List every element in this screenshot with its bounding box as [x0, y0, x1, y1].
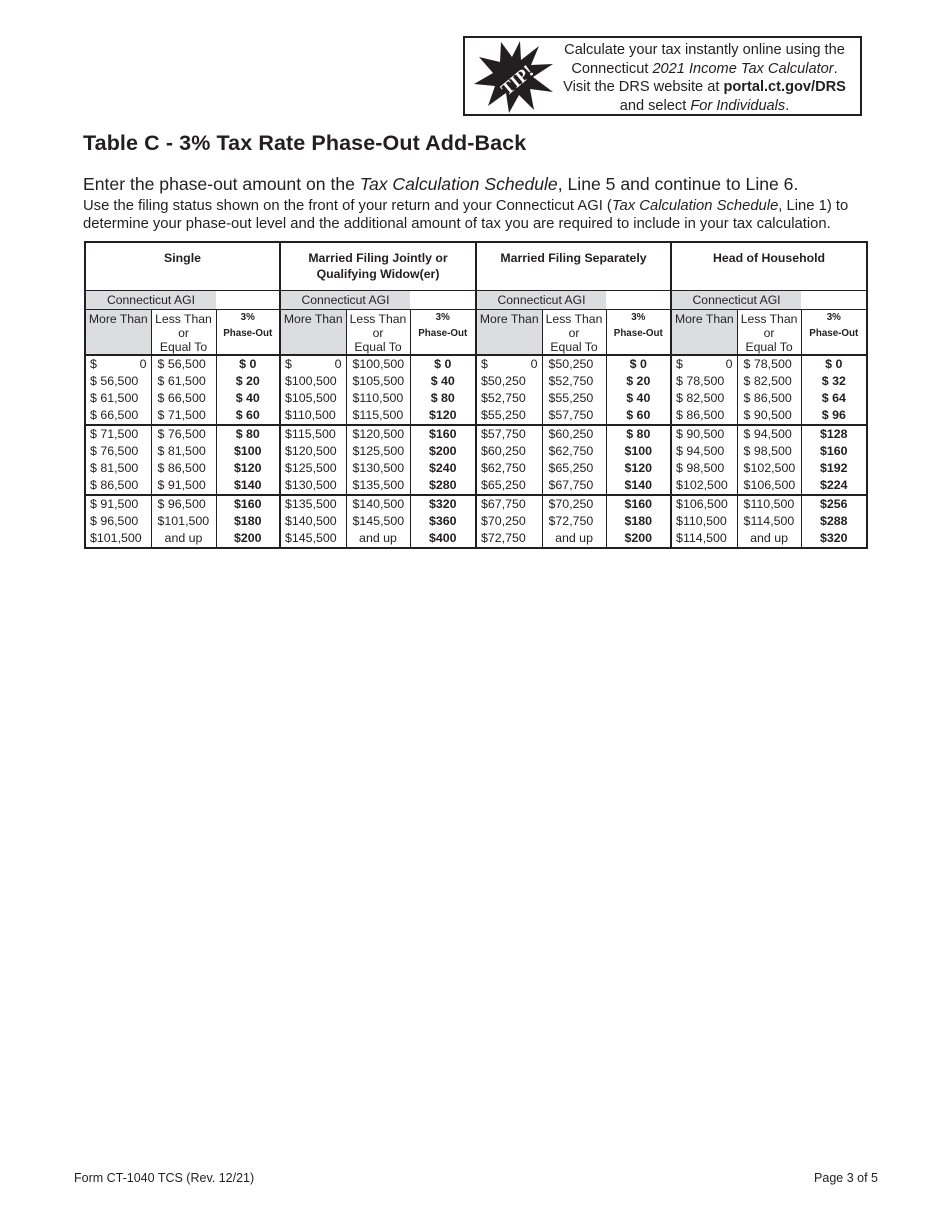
more-than-amount: $106,500: [676, 497, 728, 511]
phase-out-amount: $320: [410, 495, 476, 513]
phase-out-header: [216, 310, 280, 356]
phase-out-header-line: Phase-Out: [809, 328, 859, 339]
less-than-header-line: or: [568, 326, 580, 340]
more-than-value: [85, 495, 151, 513]
more-than-amount: $145,500: [285, 531, 337, 545]
phase-out-amount: $128: [801, 425, 867, 443]
more-than-value: [85, 373, 151, 390]
more-than-amount: $ 90,500: [676, 427, 725, 441]
phase-out-amount: $280: [410, 477, 476, 495]
more-than-amount: $114,500: [676, 531, 727, 545]
phase-out-amount: $240: [410, 460, 476, 477]
zero-amount: [481, 356, 538, 373]
filing-status-header: [85, 242, 280, 291]
more-than-value: [671, 477, 737, 495]
less-than-value: $102,500: [737, 460, 801, 477]
phase-out-amount: $ 0: [216, 355, 280, 373]
more-than-value: [476, 495, 542, 513]
filing-status-label: Married Filing Jointly or: [308, 251, 448, 265]
table-row: [85, 373, 867, 390]
more-than-amount: $50,250: [481, 374, 526, 388]
phase-out-amount: $120: [606, 460, 671, 477]
more-than-value: [85, 460, 151, 477]
phase-out-amount: $ 20: [216, 373, 280, 390]
more-than-amount: $140,500: [285, 514, 337, 528]
more-than-value: [280, 373, 346, 390]
more-than-value: [476, 390, 542, 407]
more-than-header: More Than: [671, 310, 737, 356]
more-than-amount: $125,500: [285, 461, 337, 475]
dollar-sign: $: [481, 357, 488, 371]
more-than-value: [280, 495, 346, 513]
table-row: [85, 425, 867, 443]
more-than-value: [85, 425, 151, 443]
agi-header-blank: [410, 291, 476, 310]
tip-text: [553, 41, 856, 115]
more-than-amount: $62,750: [481, 461, 526, 475]
more-than-value: [280, 425, 346, 443]
less-than-value: $ 71,500: [151, 407, 216, 425]
more-than-amount: $ 82,500: [676, 391, 725, 405]
zero-amount: [676, 356, 733, 373]
less-than-value: $145,500: [346, 513, 410, 530]
less-than-header-line: Less Than: [740, 312, 798, 326]
more-than-amount: $120,500: [285, 444, 337, 458]
zero-amount: [285, 356, 342, 373]
less-than-value: and up: [151, 530, 216, 548]
less-than-value: and up: [346, 530, 410, 548]
more-than-amount: $ 86,500: [90, 478, 139, 492]
less-than-value: $67,750: [542, 477, 606, 495]
less-than-value: $70,250: [542, 495, 606, 513]
more-than-amount: $55,250: [481, 408, 526, 422]
phase-out-amount: $224: [801, 477, 867, 495]
more-than-value: [671, 390, 737, 407]
less-than-header-line: or: [763, 326, 775, 340]
phase-out-header-line: 3%: [435, 312, 450, 323]
less-than-value: $ 94,500: [737, 425, 801, 443]
more-than-value: [85, 530, 151, 548]
less-than-value: $52,750: [542, 373, 606, 390]
more-than-value: [476, 355, 542, 373]
more-than-amount: $ 86,500: [676, 408, 725, 422]
phase-out-amount: $180: [216, 513, 280, 530]
more-than-amount: $70,250: [481, 514, 526, 528]
less-than-header-line: Less Than: [545, 312, 603, 326]
drs-website-link[interactable]: portal.ct.gov/DRS: [723, 79, 846, 95]
more-than-amount: $ 61,500: [90, 391, 139, 405]
more-than-value: [85, 407, 151, 425]
connecticut-agi-header: Connecticut AGI: [280, 291, 410, 310]
dollar-sign: $: [676, 357, 683, 371]
dollar-sign: $: [285, 357, 292, 371]
less-than-header-line: or: [178, 326, 189, 340]
zero-amount: [90, 356, 147, 373]
tip-box: [463, 36, 862, 116]
more-than-value: [671, 460, 737, 477]
more-than-value: [476, 373, 542, 390]
phase-out-amount: $200: [606, 530, 671, 548]
phase-out-amount: $120: [410, 407, 476, 425]
more-than-amount: $ 71,500: [90, 427, 139, 441]
phase-out-header: [606, 310, 671, 356]
less-than-header-line: Equal To: [745, 340, 793, 354]
more-than-amount: $ 96,500: [90, 514, 139, 528]
instruction-lead: Enter the phase-out amount on the Tax Calculation Schedule, Line 5 and continue to Line 6.: [83, 174, 799, 194]
phase-out-amount: $140: [216, 477, 280, 495]
phase-out-amount: $400: [410, 530, 476, 548]
more-than-amount: $ 66,500: [90, 408, 139, 422]
phase-out-amount: $ 80: [410, 390, 476, 407]
phase-out-amount: $192: [801, 460, 867, 477]
less-than-value: $62,750: [542, 443, 606, 460]
phase-out-amount: $160: [410, 425, 476, 443]
less-than-value: $135,500: [346, 477, 410, 495]
tip-line-4: and select For Individuals.: [619, 97, 790, 114]
more-than-value: [280, 407, 346, 425]
connecticut-agi-header: Connecticut AGI: [476, 291, 606, 310]
phase-out-amount: $ 40: [216, 390, 280, 407]
less-than-value: $ 56,500: [151, 355, 216, 373]
zero-value: 0: [334, 357, 342, 371]
more-than-value: [476, 443, 542, 460]
more-than-value: [476, 477, 542, 495]
less-than-value: $114,500: [737, 513, 801, 530]
less-than-value: $125,500: [346, 443, 410, 460]
agi-header-blank: [606, 291, 671, 310]
more-than-amount: $65,250: [481, 478, 526, 492]
less-than-header-line: Less Than: [155, 312, 212, 326]
zero-value: 0: [530, 357, 538, 371]
more-than-amount: $110,500: [676, 514, 727, 528]
phase-out-header: [410, 310, 476, 356]
phase-out-amount: $ 40: [606, 390, 671, 407]
phase-out-amount: $140: [606, 477, 671, 495]
more-than-amount: $57,750: [481, 427, 526, 441]
table-row: [85, 460, 867, 477]
zero-value: 0: [725, 357, 733, 371]
phase-out-amount: $ 0: [410, 355, 476, 373]
column-header-row: [85, 310, 867, 356]
less-than-value: $ 86,500: [737, 390, 801, 407]
more-than-value: [476, 407, 542, 425]
more-than-value: [671, 513, 737, 530]
more-than-value: [671, 355, 737, 373]
more-than-value: [280, 513, 346, 530]
agi-header-blank: [801, 291, 867, 310]
more-than-value: [476, 425, 542, 443]
more-than-amount: $135,500: [285, 497, 337, 511]
less-than-value: $115,500: [346, 407, 410, 425]
phase-out-amount: $100: [216, 443, 280, 460]
phase-out-header-line: Phase-Out: [418, 328, 468, 339]
phase-out-amount: $ 60: [606, 407, 671, 425]
less-than-value: $105,500: [346, 373, 410, 390]
filing-status-header: [476, 242, 671, 291]
tip-line-3: Visit the DRS website at portal.ct.gov/DRS: [563, 79, 846, 95]
tip-starburst-icon: [471, 40, 557, 114]
less-than-value: $57,750: [542, 407, 606, 425]
phase-out-table: [84, 241, 868, 549]
filing-status-header: [671, 242, 867, 291]
less-than-value: $ 66,500: [151, 390, 216, 407]
more-than-value: [671, 407, 737, 425]
less-than-equal-header: [346, 310, 410, 356]
more-than-value: [280, 390, 346, 407]
table-row: [85, 355, 867, 373]
more-than-value: [476, 530, 542, 548]
table-row: [85, 477, 867, 495]
less-than-header-line: Equal To: [354, 340, 402, 354]
less-than-value: $55,250: [542, 390, 606, 407]
filing-status-header-row: [85, 242, 867, 291]
less-than-value: $ 76,500: [151, 425, 216, 443]
filing-status-label: Head of Household: [713, 251, 826, 265]
less-than-value: $130,500: [346, 460, 410, 477]
less-than-header-line: Less Than: [349, 312, 407, 326]
less-than-value: $110,500: [346, 390, 410, 407]
less-than-value: $ 61,500: [151, 373, 216, 390]
phase-out-amount: $160: [606, 495, 671, 513]
less-than-value: $50,250: [542, 355, 606, 373]
more-than-amount: $105,500: [285, 391, 337, 405]
more-than-amount: $60,250: [481, 444, 526, 458]
more-than-value: [671, 425, 737, 443]
less-than-equal-header: [151, 310, 216, 356]
more-than-value: [85, 443, 151, 460]
agi-header-blank: [216, 291, 280, 310]
more-than-amount: $ 81,500: [90, 461, 139, 475]
more-than-header: More Than: [85, 310, 151, 356]
phase-out-header-line: Phase-Out: [223, 328, 273, 339]
more-than-value: [280, 460, 346, 477]
agi-header-row: [85, 291, 867, 310]
phase-out-amount: $ 0: [606, 355, 671, 373]
phase-out-amount: $160: [801, 443, 867, 460]
table-row: [85, 443, 867, 460]
less-than-equal-header: [737, 310, 801, 356]
more-than-value: [280, 443, 346, 460]
instruction-description: Use the filing status shown on the front of your return and your Connecticut AGI (Tax Calculation Schedule, Line 1) to determine your phase-out level and the additional amount of tax you are required to include in your tax calculation.: [83, 198, 849, 232]
less-than-value: $60,250: [542, 425, 606, 443]
more-than-amount: $ 76,500: [90, 444, 139, 458]
filing-status-header: [280, 242, 476, 291]
more-than-value: [671, 373, 737, 390]
less-than-value: $110,500: [737, 495, 801, 513]
connecticut-agi-header: Connecticut AGI: [85, 291, 216, 310]
filing-status-label: Qualifying Widow(er): [316, 267, 440, 281]
more-than-value: [85, 355, 151, 373]
more-than-amount: $72,750: [481, 531, 526, 545]
more-than-value: [85, 513, 151, 530]
tip-line-1: Calculate your tax instantly online using the: [564, 42, 845, 58]
phase-out-amount: $360: [410, 513, 476, 530]
phase-out-header-line: Phase-Out: [613, 328, 663, 339]
table-row: [85, 390, 867, 407]
tip-line-2: Connecticut 2021 Income Tax Calculator.: [571, 60, 838, 77]
less-than-value: $ 82,500: [737, 373, 801, 390]
phase-out-amount: $ 40: [410, 373, 476, 390]
less-than-header-line: or: [372, 326, 384, 340]
more-than-amount: $67,750: [481, 497, 526, 511]
more-than-value: [85, 390, 151, 407]
filing-status-label: Married Filing Separately: [500, 251, 647, 265]
more-than-value: [671, 443, 737, 460]
phase-out-amount: $320: [801, 530, 867, 548]
tip-badge-text: TIP!: [496, 60, 538, 100]
phase-out-header-line: 3%: [631, 312, 646, 323]
phase-out-header: [801, 310, 867, 356]
more-than-amount: $100,500: [285, 374, 337, 388]
less-than-value: $ 96,500: [151, 495, 216, 513]
more-than-value: [280, 530, 346, 548]
phase-out-amount: $120: [216, 460, 280, 477]
phase-out-amount: $ 80: [606, 425, 671, 443]
footer-form-id: Form CT-1040 TCS (Rev. 12/21): [74, 1171, 255, 1185]
phase-out-amount: $ 60: [216, 407, 280, 425]
more-than-value: [671, 495, 737, 513]
more-than-amount: $ 94,500: [676, 444, 725, 458]
more-than-amount: $ 56,500: [90, 374, 139, 388]
phase-out-amount: $ 0: [801, 355, 867, 373]
more-than-value: [671, 530, 737, 548]
more-than-amount: $ 91,500: [90, 497, 139, 511]
less-than-value: and up: [542, 530, 606, 548]
less-than-value: $140,500: [346, 495, 410, 513]
more-than-amount: $110,500: [285, 408, 336, 422]
less-than-value: $ 78,500: [737, 355, 801, 373]
phase-out-header-line: 3%: [826, 312, 841, 323]
more-than-value: [476, 460, 542, 477]
less-than-equal-header: [542, 310, 606, 356]
phase-out-amount: $200: [216, 530, 280, 548]
connecticut-agi-header: Connecticut AGI: [671, 291, 801, 310]
more-than-amount: $52,750: [481, 391, 526, 405]
phase-out-amount: $288: [801, 513, 867, 530]
less-than-value: $72,750: [542, 513, 606, 530]
page-title: Table C - 3% Tax Rate Phase-Out Add-Back: [83, 131, 527, 155]
phase-out-amount: $180: [606, 513, 671, 530]
table-row: [85, 407, 867, 425]
phase-out-amount: $100: [606, 443, 671, 460]
zero-value: 0: [139, 357, 147, 371]
less-than-value: and up: [737, 530, 801, 548]
less-than-value: $120,500: [346, 425, 410, 443]
table-row: [85, 530, 867, 548]
phase-out-header-line: 3%: [240, 312, 255, 323]
more-than-amount: $130,500: [285, 478, 337, 492]
more-than-value: [476, 513, 542, 530]
phase-out-amount: $ 64: [801, 390, 867, 407]
more-than-header: More Than: [476, 310, 542, 356]
footer-page-number: Page 3 of 5: [814, 1171, 878, 1185]
more-than-value: [280, 477, 346, 495]
phase-out-amount: $ 32: [801, 373, 867, 390]
less-than-header-line: Equal To: [550, 340, 598, 354]
less-than-value: $ 86,500: [151, 460, 216, 477]
more-than-value: [85, 477, 151, 495]
more-than-amount: $ 78,500: [676, 374, 725, 388]
more-than-amount: $102,500: [676, 478, 728, 492]
more-than-amount: $ 98,500: [676, 461, 725, 475]
more-than-value: [280, 355, 346, 373]
table-row: [85, 495, 867, 513]
less-than-value: $101,500: [151, 513, 216, 530]
less-than-value: $ 98,500: [737, 443, 801, 460]
phase-out-amount: $256: [801, 495, 867, 513]
less-than-value: $100,500: [346, 355, 410, 373]
phase-out-amount: $200: [410, 443, 476, 460]
less-than-value: $ 81,500: [151, 443, 216, 460]
phase-out-amount: $ 20: [606, 373, 671, 390]
more-than-amount: $101,500: [90, 531, 142, 545]
less-than-value: $ 91,500: [151, 477, 216, 495]
more-than-amount: $115,500: [285, 427, 336, 441]
more-than-header: More Than: [280, 310, 346, 356]
less-than-header-line: Equal To: [159, 340, 208, 354]
less-than-value: $65,250: [542, 460, 606, 477]
phase-out-amount: $ 96: [801, 407, 867, 425]
less-than-value: $ 90,500: [737, 407, 801, 425]
phase-out-amount: $160: [216, 495, 280, 513]
less-than-value: $106,500: [737, 477, 801, 495]
phase-out-amount: $ 80: [216, 425, 280, 443]
dollar-sign: $: [90, 357, 97, 371]
filing-status-label: Single: [164, 251, 201, 265]
table-row: [85, 513, 867, 530]
